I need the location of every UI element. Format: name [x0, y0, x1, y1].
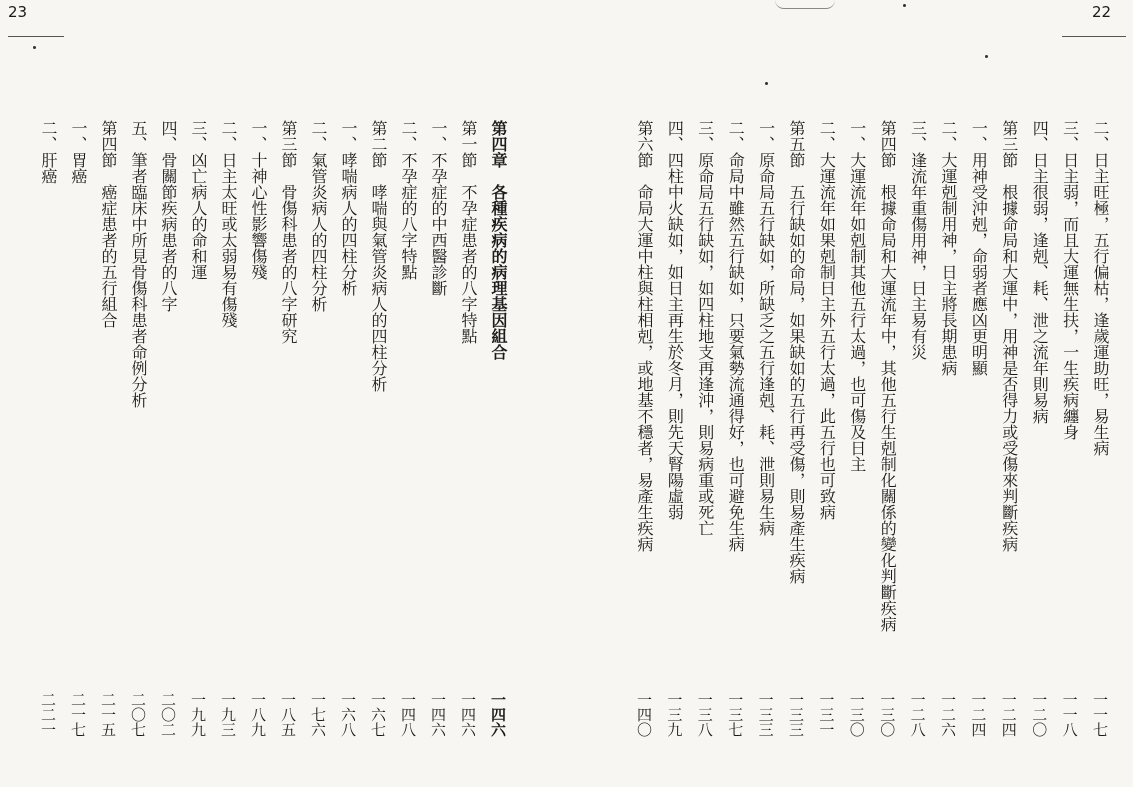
page-number-right: 22 [1092, 3, 1112, 21]
toc-entry-page: 一三九 [665, 692, 684, 737]
header-rule-right [1062, 36, 1126, 37]
toc-entry-title: 一、不孕症的中西醫診斷 [429, 120, 448, 296]
toc-entry-page: 一九九 [189, 692, 207, 737]
toc-entry-page: 二一五 [99, 692, 117, 737]
toc-entry-page: 一九三 [219, 692, 237, 737]
toc-entry-title: 第五節 五行缺如的命局，如果缺如的五行再受傷，則易產生疾病 [787, 120, 806, 584]
toc-entry-title: 四、日主很弱，逢剋、耗、泄之流年則易病 [1030, 120, 1050, 424]
toc-entry-title: 第四章 各種疾病的病理基因組合 [489, 120, 508, 360]
toc-entry-page: 一二四 [969, 692, 988, 737]
toc-entry-page: 一三一 [817, 692, 836, 737]
toc-entry-title: 四、骨關節疾病患者的八字 [159, 120, 178, 312]
toc-entry-page: 一一八 [1060, 692, 1079, 737]
toc-entry-title: 第四節 癌症患者的五行組合 [99, 120, 118, 328]
binding-mark [775, 0, 835, 9]
scan-speck [33, 46, 36, 49]
toc-entry-page: 二〇七 [129, 692, 147, 737]
toc-entry-page: 二〇二 [159, 692, 177, 737]
toc-entry-page: 一二六 [939, 692, 957, 737]
toc-entry-title: 一、原命局五行缺如，所缺乏之五行逢剋、耗、泄則易生病 [756, 120, 776, 536]
toc-entry-title: 二、氣管炎病人的四柱分析 [309, 120, 328, 312]
toc-entry-title: 二、大運流年如果剋制日主外五行太過，此五行也可致病 [817, 120, 837, 520]
toc-entry-page: 一二〇 [1030, 692, 1049, 737]
scan-speck [765, 82, 768, 85]
toc-entry-page: 一二四 [999, 692, 1018, 737]
toc-entry-page: 一六八 [339, 692, 357, 737]
toc-entry-title: 三、日主弱，而且大運無生扶，一生疾病纏身 [1060, 120, 1080, 440]
toc-entry-page: 二二一 [39, 692, 57, 737]
scan-speck [985, 55, 988, 58]
toc-entry-page: 一七六 [309, 692, 327, 737]
toc-entry-page: 一三〇 [847, 692, 866, 737]
toc-entry-title: 二、日主太旺或太弱易有傷殘 [219, 120, 238, 328]
toc-entry-page: 一六七 [369, 692, 387, 737]
toc-entry-page: 一二八 [908, 692, 927, 737]
page-number-left: 23 [8, 3, 28, 21]
toc-entry-title: 一、哮喘病人的四柱分析 [339, 120, 358, 296]
toc-entry-title: 二、命局中雖然五行缺如，只要氣勢流通得好，也可避免生病 [726, 120, 746, 552]
toc-entry-title: 二、大運剋制用神，日主將長期患病 [939, 120, 958, 376]
header-rule-left [8, 36, 64, 37]
toc-entry-title: 第一節 不孕症患者的八字特點 [459, 120, 478, 344]
scan-speck [903, 4, 906, 7]
toc-entry-title: 第三節 骨傷科患者的八字研究 [279, 120, 298, 344]
toc-entry-title: 五、筆者臨床中所見骨傷科患者命例分析 [129, 120, 148, 408]
toc-entry-title: 一、大運流年如剋制其他五行太過，也可傷及日主 [847, 120, 867, 472]
toc-entry-page: 一三三 [756, 692, 775, 737]
toc-entry-title: 一、十神心性影響傷殘 [249, 120, 268, 280]
toc-entry-page: 一一七 [1091, 692, 1109, 737]
toc-entry-page: 一八五 [279, 692, 297, 737]
toc-entry-page: 一四六 [489, 692, 507, 737]
toc-entry-title: 三、原命局五行缺如，如四柱地支再逢沖，則易病重或死亡 [695, 120, 715, 536]
toc-entry-title: 第六節 命局大運中柱與柱相剋，或地基不穩者，易產生疾病 [635, 120, 654, 552]
toc-entry-title: 第二節 哮喘與氣管炎病人的四柱分析 [369, 120, 388, 392]
toc-entry-page: 一四〇 [635, 692, 653, 737]
toc-entry-page: 一八九 [249, 692, 267, 737]
toc-entry-title: 三、凶亡病人的命和運 [189, 120, 208, 280]
toc-entry-title: 二、日主旺極，五行偏枯，逢歲運助旺，易生病 [1091, 120, 1110, 456]
toc-entry-title: 第三節 根據命局和大運中，用神是否得力或受傷來判斷疾病 [999, 120, 1019, 552]
toc-entry-page: 一四八 [399, 692, 417, 737]
toc-entry-page: 二一七 [69, 692, 87, 737]
toc-entry-title: 一、用神受沖剋，命弱者應凶更明顯 [969, 120, 989, 376]
toc-entry-title: 第四節 根據命局和大運流年中，其他五行生剋制化關係的變化判斷疾病 [878, 120, 898, 632]
toc-entry-page: 一四六 [429, 692, 447, 737]
toc-entry-page: 一三八 [695, 692, 714, 737]
toc-entry-title: 二、肝癌 [39, 120, 58, 184]
toc-entry-title: 一、胃癌 [69, 120, 88, 184]
toc-entry-page: 一三〇 [878, 692, 897, 737]
toc-entry-title: 四、四柱中火缺如，如日主再生於冬月，則先天腎陽虛弱 [665, 120, 685, 520]
toc-entry-page: 一三三 [787, 692, 805, 737]
toc-entry-title: 二、不孕症的八字特點 [399, 120, 418, 280]
toc-entry-page: 一四六 [459, 692, 477, 737]
toc-entry-title: 三、逢流年重傷用神，日主易有災 [908, 120, 928, 360]
toc-entry-page: 一三七 [726, 692, 745, 737]
